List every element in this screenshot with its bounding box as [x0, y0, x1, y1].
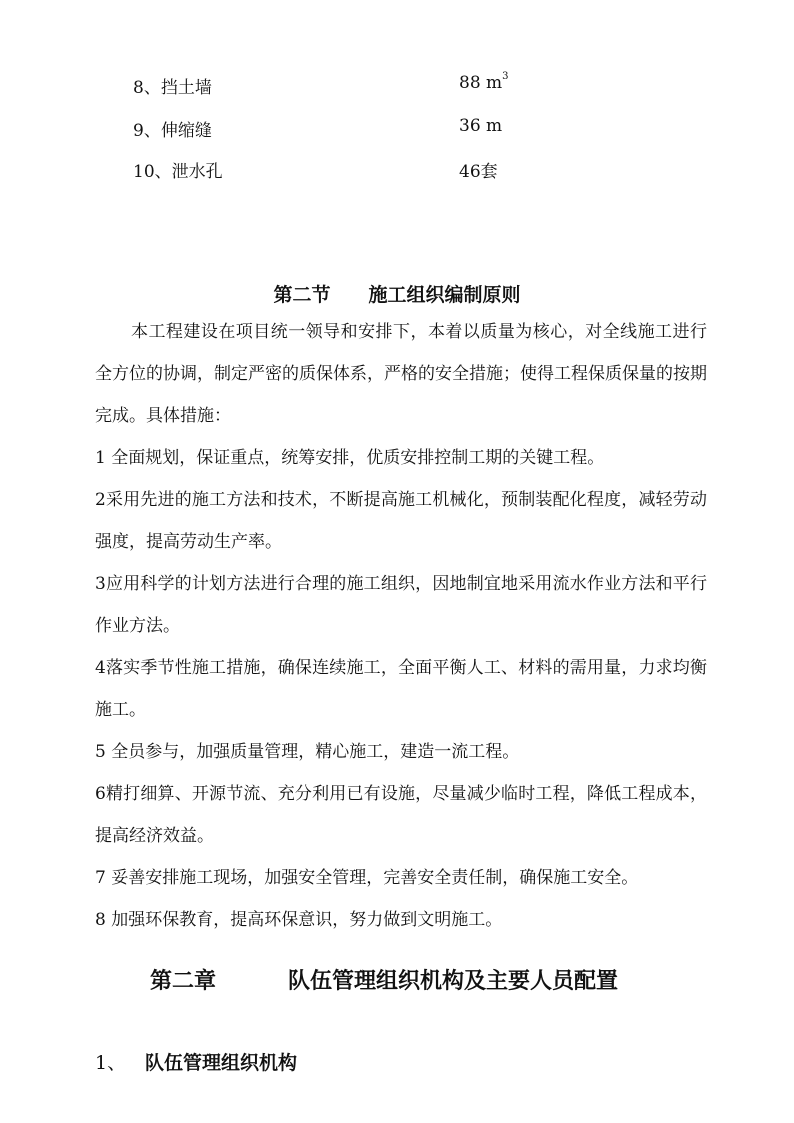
subsection-number: 1、: [95, 1052, 127, 1074]
measure-item: 8 加强环保教育，提高环保意识，努力做到文明施工。: [95, 910, 503, 930]
quantity-name: 10、泄水孔: [133, 162, 223, 182]
quantity-amount: 46套: [459, 162, 498, 182]
subsection-title: [95, 1048, 297, 1075]
measure-item: 2采用先进的施工方法和技术，不断提高施工机械化，预制装配化程度，减轻劳动强度，提高劳动生产率。: [95, 490, 707, 552]
quantity-name: 8、挡土墙: [133, 78, 212, 98]
measure-item: 6精打细算、开源节流、充分利用已有设施，尽量减少临时工程，降低工程成本，提高经济效益。: [95, 784, 707, 846]
intro-paragraph: 本工程建设在项目统一领导和安排下，本着以质量为核心，对全线施工进行全方位的协调，制定严密的质保体系，严格的安全措施；使得工程保质保量的按期完成。具体措施：: [95, 322, 707, 426]
quantity-name: 9、伸缩缝: [133, 121, 212, 141]
quantity-row: [0, 73, 794, 101]
quantity-row: [0, 116, 794, 144]
chapter-heading: 队伍管理组织机构及主要人员配置: [288, 968, 619, 994]
quantity-amount: 88 $m^3$: [459, 71, 509, 93]
measure-item: 1 全面规划，保证重点，统筹安排，优质安排控制工期的关键工程。: [95, 448, 605, 468]
section-number: 第二节: [273, 284, 331, 306]
quantity-row: [0, 157, 794, 185]
measure-item: 5 全员参与，加强质量管理，精心施工，建造一流工程。: [95, 742, 520, 762]
measure-item: 7 妥善安排施工现场，加强安全管理，完善安全责任制，确保施工安全。: [95, 868, 639, 888]
quantity-amount: 36 m: [459, 116, 503, 136]
measure-item: 4落实季节性施工措施，确保连续施工，全面平衡人工、材料的需用量，力求均衡施工。: [95, 658, 707, 720]
unit-superscript: 3: [502, 71, 509, 82]
measure-item: 3应用科学的计划方法进行合理的施工组织，因地制宜地采用流水作业方法和平行作业方法。: [95, 574, 707, 636]
section-heading: 施工组织编制原则: [368, 284, 521, 306]
chapter-title: [150, 964, 618, 995]
chapter-number: 第二章: [150, 968, 217, 994]
subsection-heading: 队伍管理组织机构: [145, 1052, 298, 1074]
section-title: [0, 280, 794, 307]
